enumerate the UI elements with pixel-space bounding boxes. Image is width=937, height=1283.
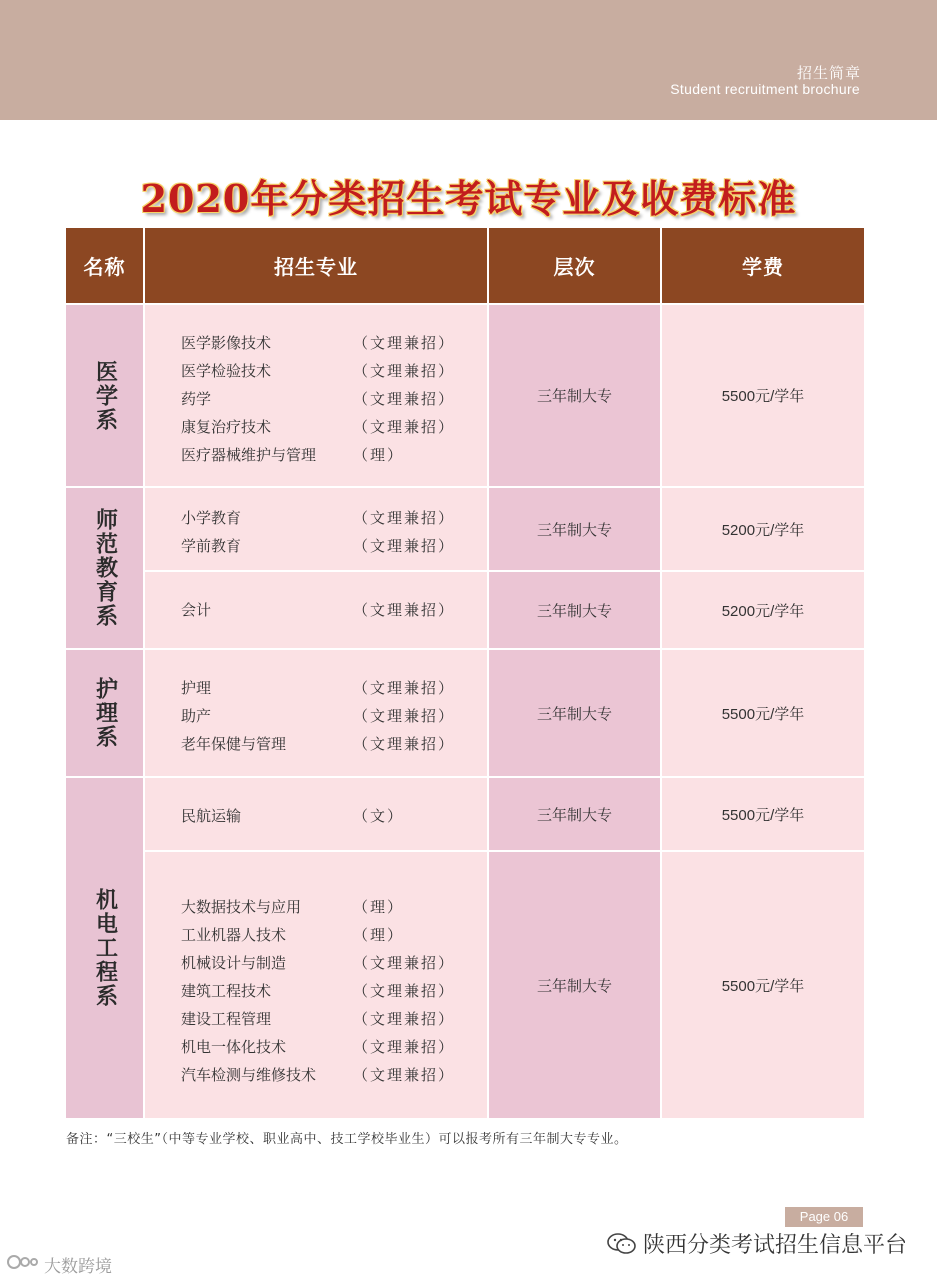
col-header-level: 层次 — [489, 228, 660, 303]
major-name: 学前教育 — [181, 537, 242, 555]
col-header-fee: 学费 — [662, 228, 864, 303]
major-type: （文理兼招） — [353, 679, 456, 697]
major-type: （文理兼招） — [353, 390, 456, 408]
dept-education — [66, 488, 143, 648]
level-cell: 三年制大专 — [489, 778, 660, 850]
watermark-brand: 大数跨境 — [44, 1257, 112, 1277]
level-cell: 三年制大专 — [489, 572, 660, 648]
brochure-title-cn: 招生简章 — [796, 64, 861, 82]
major-type: （文理兼招） — [353, 362, 456, 380]
major-type: （文理兼招） — [353, 509, 456, 527]
wechat-icon — [607, 1233, 637, 1255]
dept-name: 护理系 — [92, 677, 118, 749]
major-type: （文理兼招） — [353, 1066, 456, 1084]
major-type: （文理兼招） — [353, 601, 456, 619]
brochure-title-en: Student recruitment brochure — [670, 81, 860, 97]
major-type: （文理兼招） — [353, 982, 456, 1000]
major-name: 大数据技术与应用 — [181, 898, 302, 916]
level-cell: 三年制大专 — [489, 650, 660, 776]
majors-cell — [145, 852, 487, 1118]
logo-icon — [6, 1252, 40, 1277]
fee-cell: 5500元/学年 — [662, 650, 864, 776]
fee-cell: 5500元/学年 — [662, 852, 864, 1118]
major-name: 医疗器械维护与管理 — [181, 446, 317, 464]
major-name: 机械设计与制造 — [181, 954, 287, 972]
major-name: 医学检验技术 — [181, 362, 272, 380]
dept-nursing — [66, 650, 143, 776]
fee-cell: 5500元/学年 — [662, 305, 864, 486]
major-name: 建筑工程技术 — [181, 982, 272, 1000]
watermark-wechat — [607, 1228, 907, 1259]
major-name: 工业机器人技术 — [181, 926, 287, 944]
level-cell: 三年制大专 — [489, 305, 660, 486]
dept-name: 医学系 — [92, 359, 118, 432]
level-cell: 三年制大专 — [489, 488, 660, 570]
page-number: Page 06 — [785, 1207, 863, 1227]
col-header-major: 招生专业 — [145, 228, 487, 303]
dept-name: 机电工程系 — [92, 888, 118, 1008]
fee-cell: 5200元/学年 — [662, 488, 864, 570]
major-name: 药学 — [181, 390, 212, 408]
page-title: 2020年分类招生考试专业及收费标准 — [140, 176, 797, 221]
fee-table — [66, 228, 864, 1118]
major-name: 建设工程管理 — [181, 1010, 272, 1028]
watermark-left — [6, 1252, 112, 1277]
major-name: 助产 — [181, 707, 212, 725]
major-name: 老年保健与管理 — [181, 735, 287, 753]
major-name: 会计 — [181, 601, 212, 619]
major-name: 医学影像技术 — [181, 334, 272, 352]
footnote: 备注：“三校生”（中等专业学校、职业高中、技工学校毕业生）可以报考所有三年制大专专业。 — [66, 1132, 628, 1147]
major-name: 护理 — [181, 679, 212, 697]
major-type: （文理兼招） — [353, 954, 456, 972]
dept-name: 师范教育系 — [92, 508, 118, 628]
fee-cell: 5500元/学年 — [662, 778, 864, 850]
major-type: （文理兼招） — [353, 1038, 456, 1056]
major-type: （理） — [353, 898, 405, 916]
fee-cell: 5200元/学年 — [662, 572, 864, 648]
majors-cell — [145, 488, 487, 570]
major-name: 机电一体化技术 — [181, 1038, 287, 1056]
dept-mechatronics — [66, 778, 143, 1118]
major-type: （文理兼招） — [353, 334, 456, 352]
major-type: （文理兼招） — [353, 735, 456, 753]
major-type: （理） — [353, 446, 405, 464]
majors-cell — [145, 305, 487, 486]
top-banner — [0, 0, 937, 120]
major-name: 汽车检测与维修技术 — [181, 1066, 317, 1084]
major-type: （理） — [353, 926, 405, 944]
major-name: 小学教育 — [181, 509, 242, 527]
major-name: 民航运输 — [181, 807, 242, 825]
watermark-account: 陕西分类考试招生信息平台 — [642, 1233, 907, 1258]
col-header-name: 名称 — [66, 228, 143, 303]
dept-medical — [66, 305, 143, 486]
majors-cell — [145, 572, 487, 648]
level-cell: 三年制大专 — [489, 852, 660, 1118]
major-type: （文理兼招） — [353, 1010, 456, 1028]
major-type: （文） — [353, 807, 405, 825]
major-type: （文理兼招） — [353, 537, 456, 555]
major-type: （文理兼招） — [353, 418, 456, 436]
majors-cell — [145, 650, 487, 776]
major-type: （文理兼招） — [353, 707, 456, 725]
major-name: 康复治疗技术 — [181, 418, 272, 436]
majors-cell — [145, 778, 487, 850]
